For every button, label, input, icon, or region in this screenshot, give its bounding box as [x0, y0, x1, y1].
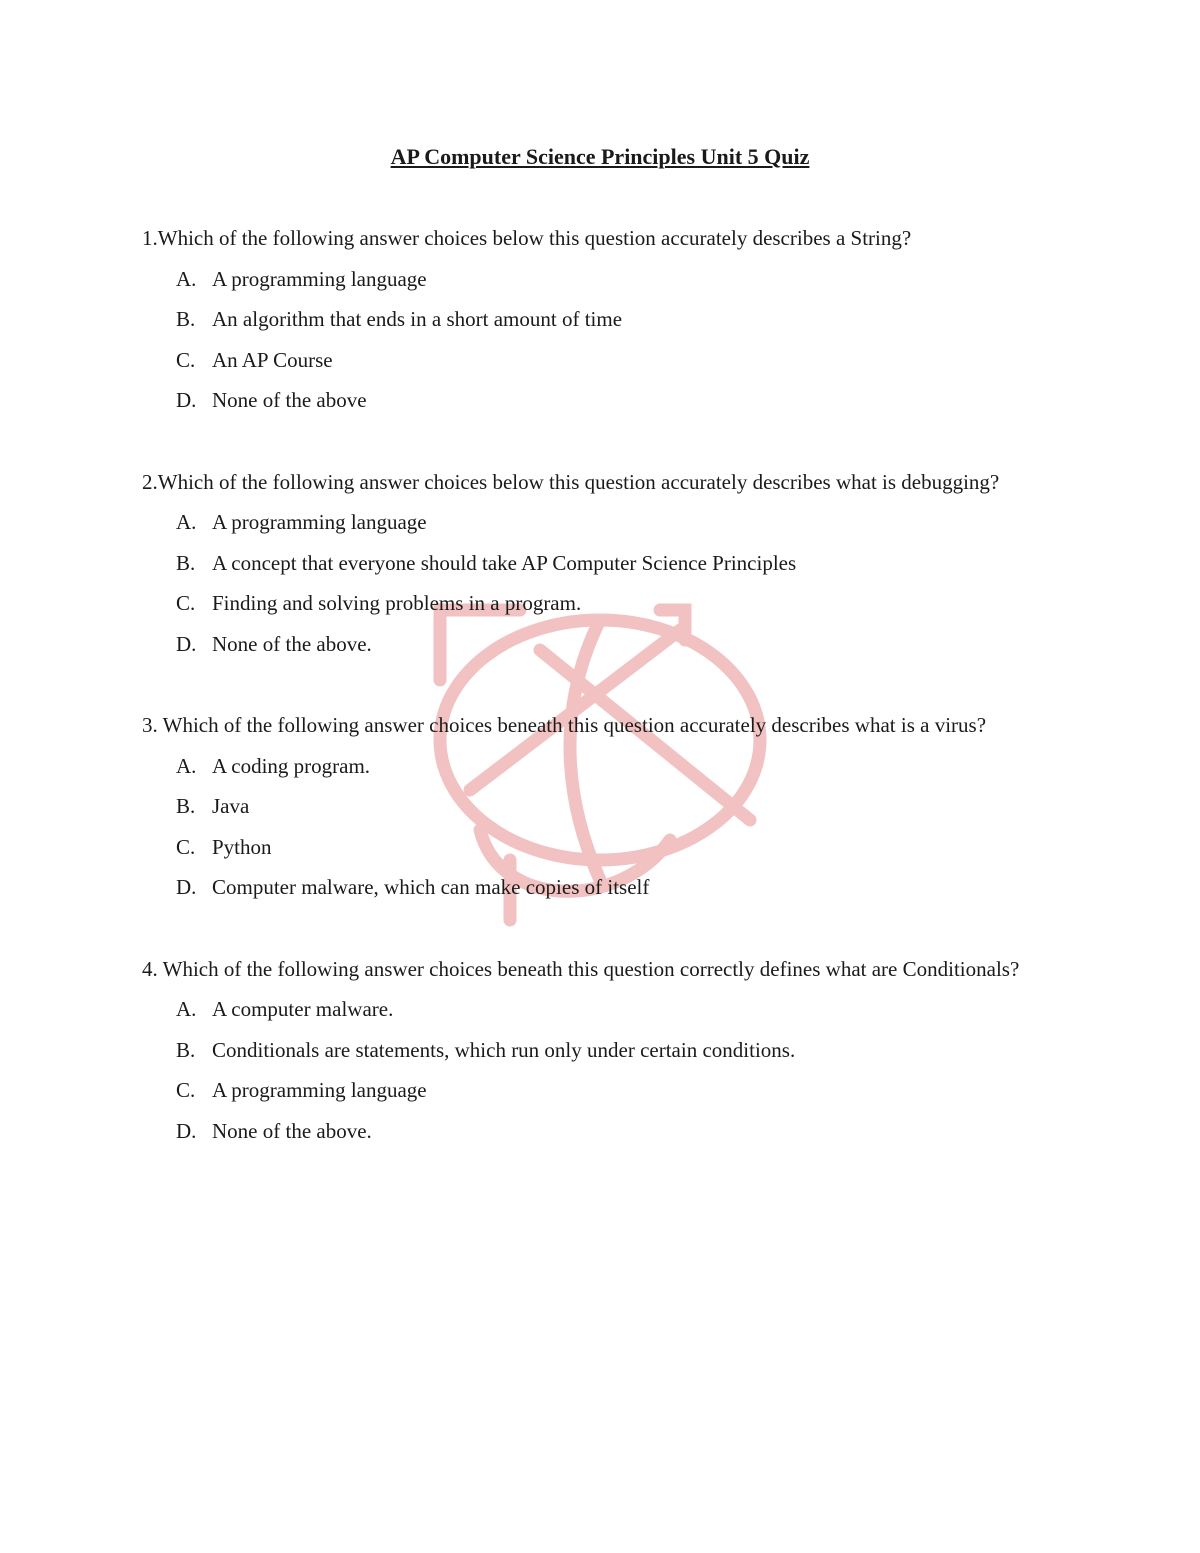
option-text: Finding and solving problems in a program. — [212, 591, 582, 615]
question-text: 1.Which of the following answer choices below this question accurately describes a String? — [142, 226, 912, 250]
option-letter: D. — [176, 388, 197, 412]
question-block-3 — [142, 705, 1042, 908]
quiz-document — [142, 138, 1042, 1192]
answer-options — [142, 259, 1042, 421]
option-text: A computer malware. — [212, 997, 394, 1021]
option-text: Java — [212, 794, 250, 818]
question-block-2 — [142, 462, 1042, 665]
option-text: Computer malware, which can make copies of itself — [212, 875, 650, 899]
answer-option — [142, 1070, 1042, 1111]
option-letter: C. — [176, 347, 196, 372]
answer-options — [142, 746, 1042, 908]
question-text: 2.Which of the following answer choices below this question accurately describes what is debugging? — [142, 469, 1000, 494]
option-text: None of the above. — [212, 1118, 372, 1143]
answer-option — [142, 867, 1042, 908]
answer-option — [142, 827, 1042, 868]
option-text: An AP Course — [212, 347, 333, 372]
option-text: None of the above — [212, 388, 367, 412]
option-letter: B. — [176, 794, 196, 818]
option-letter: B. — [176, 1037, 196, 1062]
answer-options — [142, 502, 1042, 664]
option-letter: D. — [176, 875, 197, 899]
answer-option — [142, 583, 1042, 624]
option-letter: B. — [176, 550, 196, 575]
option-letter: A. — [176, 266, 197, 291]
answer-option — [142, 746, 1042, 787]
answer-option — [142, 340, 1042, 381]
answer-option — [142, 624, 1042, 665]
option-letter: D. — [176, 1118, 197, 1143]
option-text: None of the above. — [212, 631, 372, 656]
option-text: A concept that everyone should take AP Computer Science Principles — [212, 550, 797, 575]
answer-option — [142, 299, 1042, 340]
option-letter: A. — [176, 997, 197, 1021]
option-letter: A. — [176, 753, 197, 778]
answer-option — [142, 1030, 1042, 1071]
option-letter: C. — [176, 591, 196, 615]
question-text: 4. Which of the following answer choices beneath this question correctly defines what are Conditionals? — [142, 956, 1020, 981]
option-letter: A. — [176, 510, 197, 534]
answer-option — [142, 259, 1042, 300]
option-text: A programming language — [212, 266, 427, 291]
answer-option — [142, 1111, 1042, 1152]
option-text: Conditionals are statements, which run only under certain conditions. — [212, 1037, 796, 1062]
answer-option — [142, 543, 1042, 584]
answer-option — [142, 502, 1042, 543]
option-text: A programming language — [212, 510, 427, 534]
question-block-1 — [142, 218, 1042, 421]
option-letter: B. — [176, 307, 196, 331]
option-text: A programming language — [212, 1078, 427, 1102]
answer-options — [142, 989, 1042, 1151]
question-block-4 — [142, 949, 1042, 1152]
option-letter: C. — [176, 1078, 196, 1102]
option-text: An algorithm that ends in a short amount of time — [212, 307, 623, 331]
option-text: Python — [212, 834, 272, 859]
answer-option — [142, 380, 1042, 421]
option-letter: D. — [176, 631, 197, 656]
answer-option — [142, 989, 1042, 1030]
question-text: 3. Which of the following answer choices beneath this question accurately describes what is a virus? — [142, 713, 987, 737]
answer-option — [142, 786, 1042, 827]
option-text: A coding program. — [212, 753, 371, 778]
option-letter: C. — [176, 834, 196, 859]
page-title: AP Computer Science Principles Unit 5 Quiz — [390, 144, 810, 169]
